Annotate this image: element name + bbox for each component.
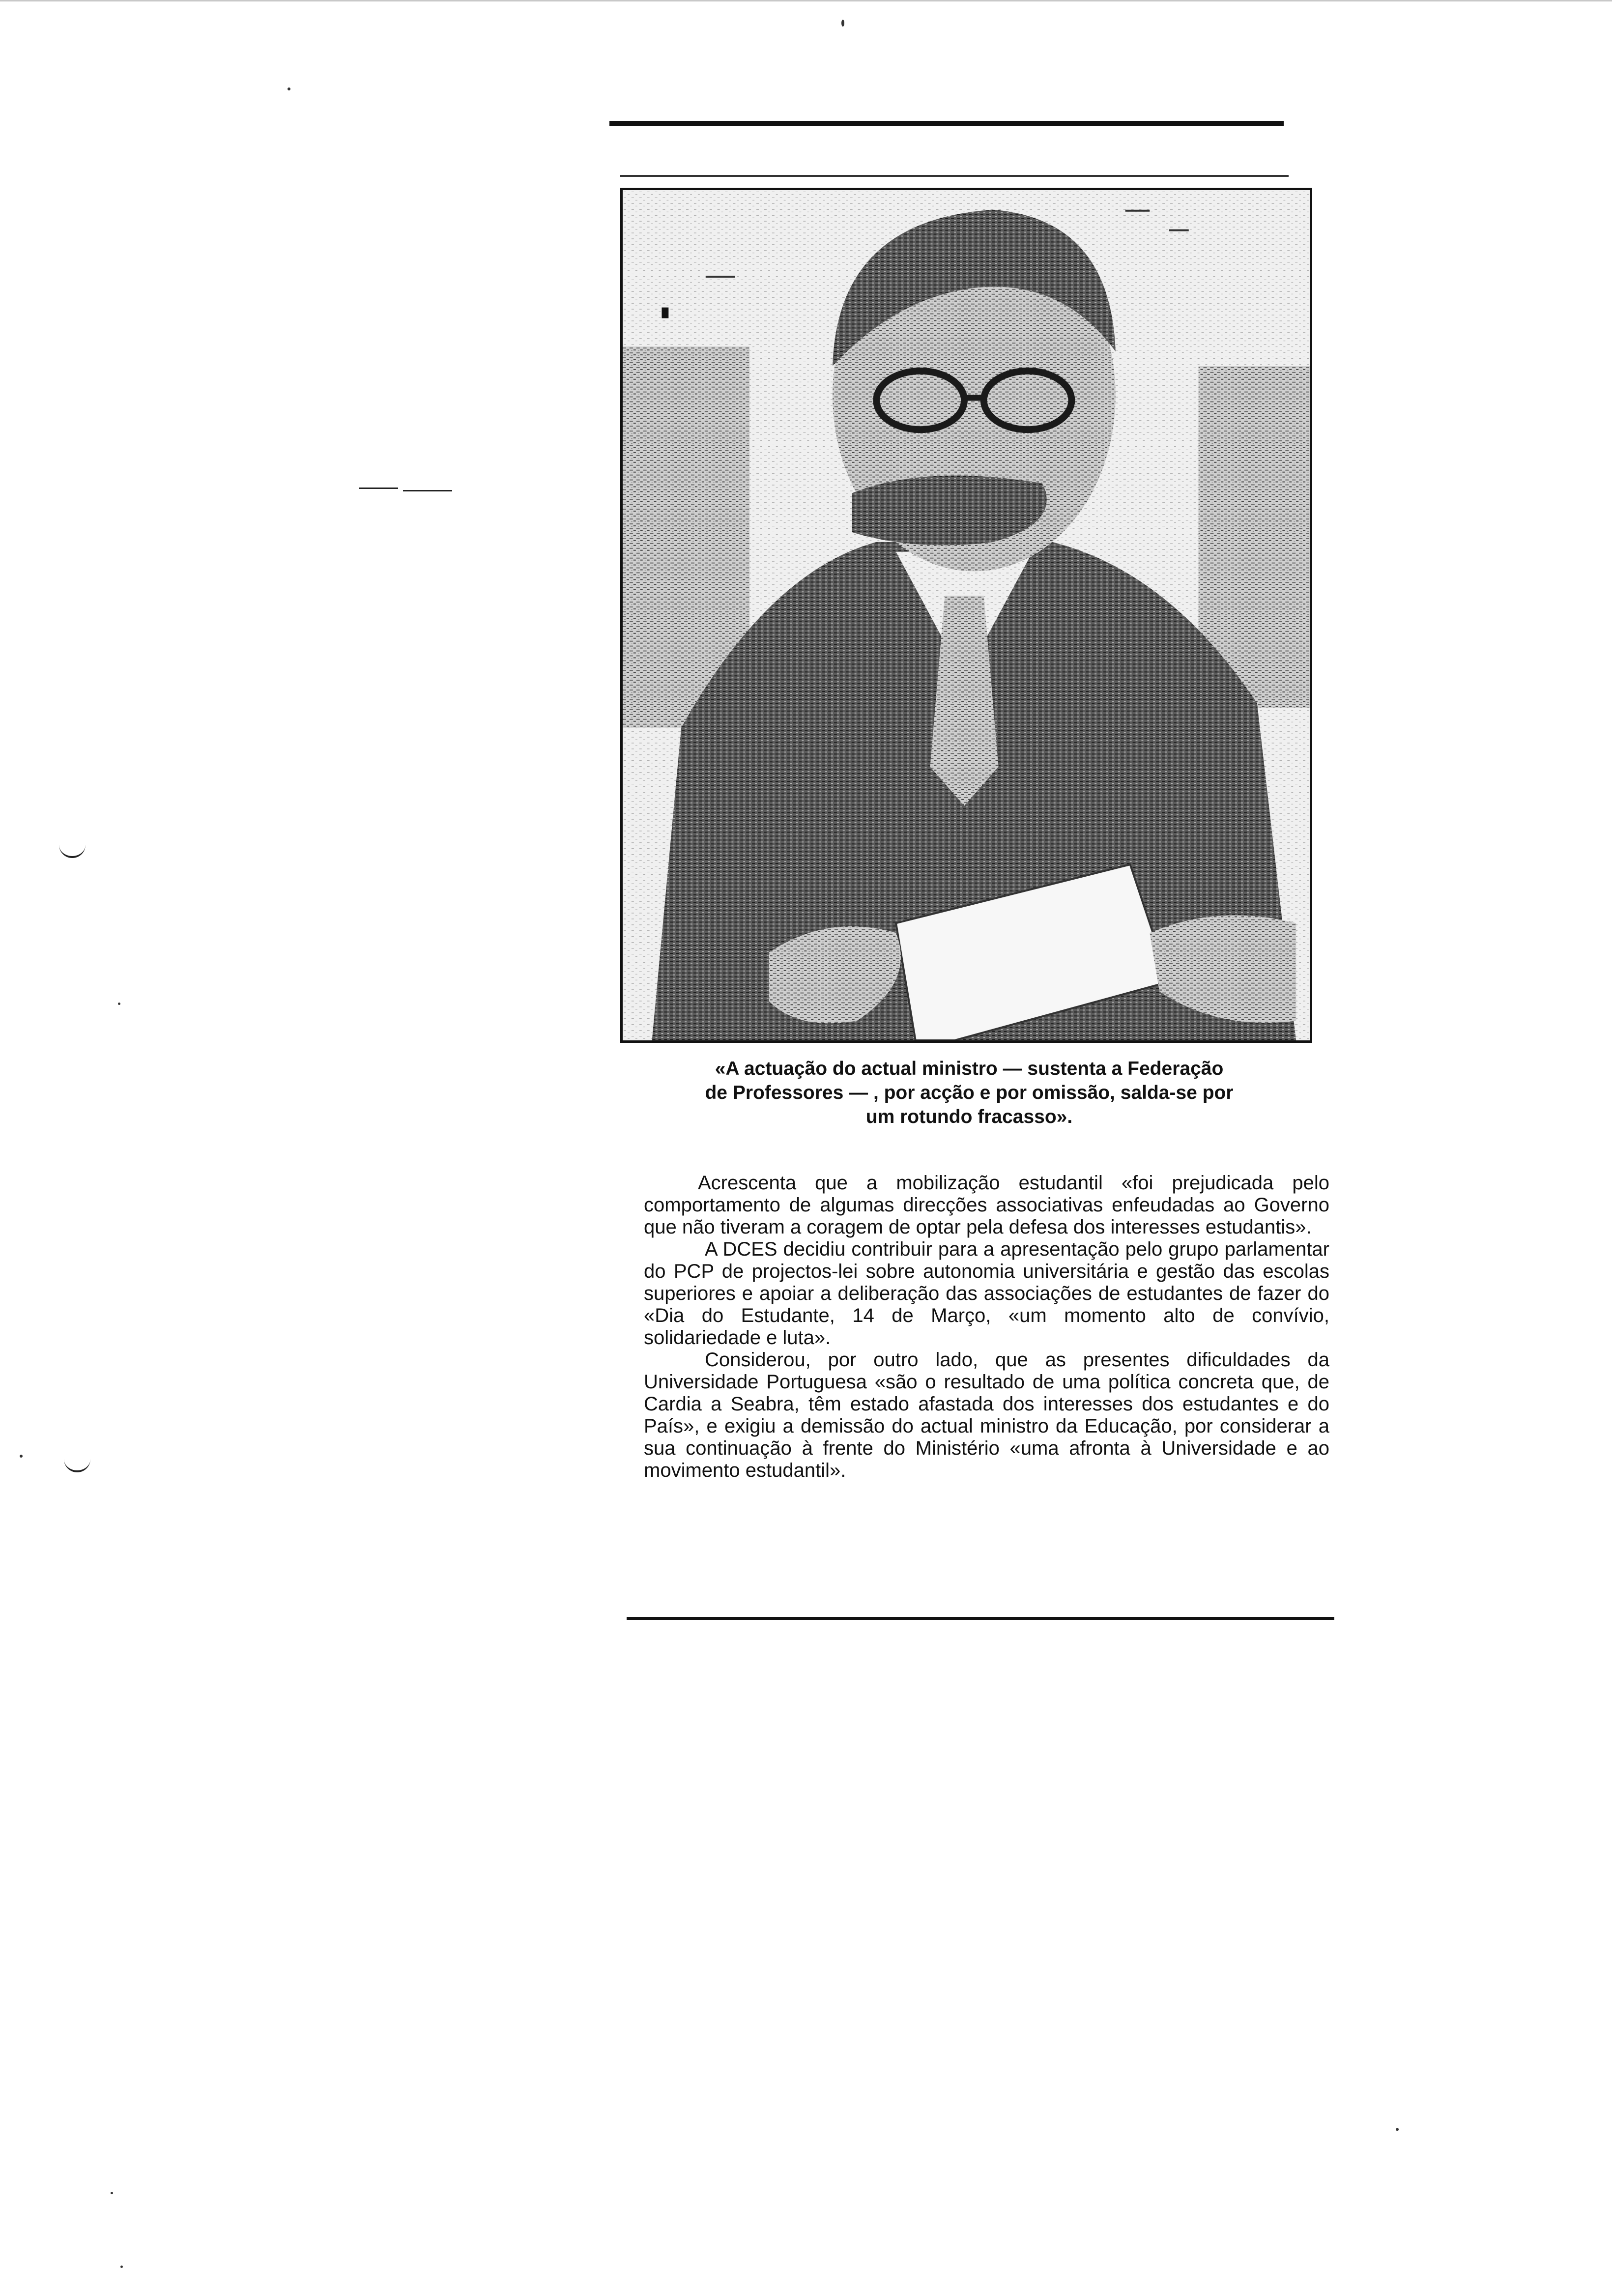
margin-dash-mark [359, 488, 398, 489]
margin-curve-mark [59, 844, 86, 858]
scan-top-edge [0, 0, 1612, 1]
scan-speck [20, 1455, 23, 1458]
scan-speck [288, 87, 290, 90]
scan-speck [111, 2192, 113, 2194]
margin-curve-mark [64, 1459, 90, 1472]
article-paragraph: Considerou, por outro lado, que as presentes dificuldades da Universidade Portuguesa «são o resultado de uma política concreta que, de Cardia a Seabra, têm estado afastada dos interesses dos estudantes e do País», e exigiu a demissão do actual ministro da Educação, por considerar a sua continuação à frente do Ministério «uma afronta à Universidade e ao movimento estudantil». [644, 1349, 1329, 1481]
clipping-top-rule [609, 121, 1284, 126]
photo-illustration [623, 190, 1310, 1040]
article-paragraph: A DCES decidiu contribuir para a apresentação pelo grupo parlamentar do PCP de projectos-lei sobre autonomia universitária e gestão das escolas superiores e apoiar a deliberação das associações de estudantes de fazer do «Dia do Estudante, 14 de Março, «um momento alto de convívio, solidariedade e luta». [644, 1238, 1329, 1349]
article-body [644, 1172, 1329, 1482]
minister-photo [620, 188, 1312, 1043]
scan-speck [118, 1003, 120, 1005]
scan-speck [841, 20, 844, 27]
article-paragraph: Acrescenta que a mobilização estudantil «foi prejudicada pelo comportamento de algumas direcções associativas enfeudadas ao Governo que não tiveram a coragem de optar pela defesa dos interesses estudantis». [644, 1172, 1329, 1238]
scan-speck [120, 2266, 123, 2268]
margin-dash-mark [403, 490, 452, 491]
photo-caption: «A actuação do actual ministro — sustenta a Federação de Professores — , por acção e por omissão, salda-se por um rotundo fracasso». [705, 1058, 1234, 1127]
clipping-bottom-rule [627, 1617, 1334, 1620]
clipping-top-rule-thin [620, 175, 1289, 177]
scan-speck [1396, 2128, 1399, 2131]
